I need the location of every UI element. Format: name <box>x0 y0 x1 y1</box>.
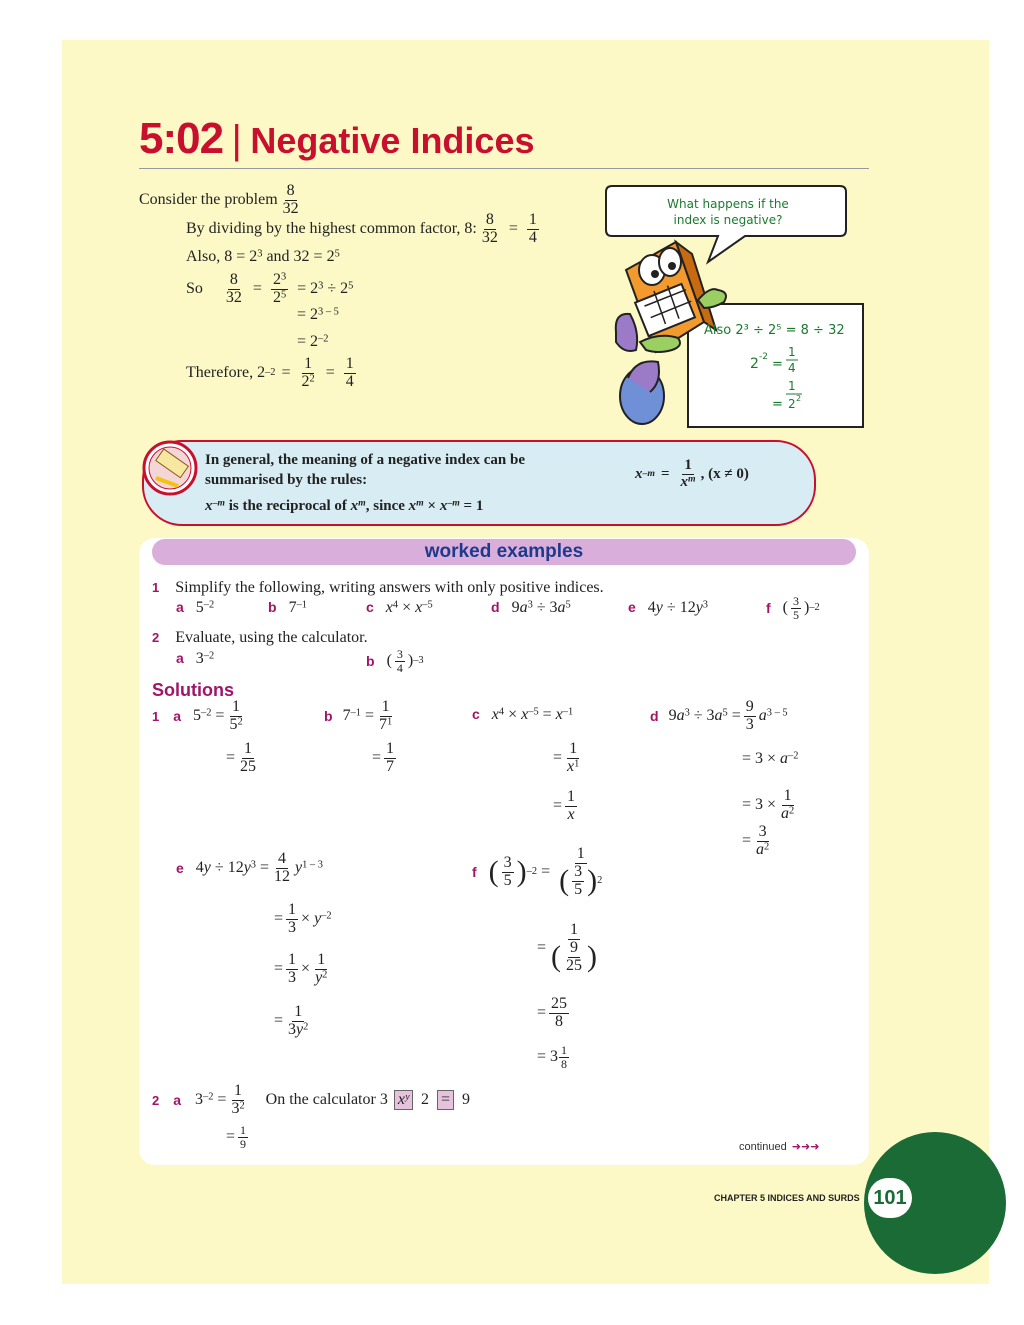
rule-formula: x –m = $\frac{1}{x^m}$ , (x ≠ 0) <box>635 457 749 490</box>
part-a: a $5^{-2}$ <box>176 599 215 616</box>
svg-text:4: 4 <box>788 361 796 375</box>
part-a: a $3^{-2}$ <box>176 650 215 667</box>
fraction: $\frac{1}{4}$ <box>528 211 537 246</box>
continued-note: continued ➜➜➜ <box>739 1141 820 1153</box>
svg-text:2: 2 <box>796 394 802 403</box>
part-e: e $4y \div 12y^3$ <box>628 599 708 616</box>
svg-text:=: = <box>772 357 783 372</box>
solution-1b-step: = $\frac{1}{7}$ <box>372 740 395 775</box>
intro-step3: = $2^{-2}$ <box>297 333 329 350</box>
part-d: d $9a^3 \div 3a^5$ <box>491 599 571 616</box>
worked-examples-banner: worked examples <box>152 539 856 565</box>
calculator-power-key: xʸ <box>394 1090 413 1110</box>
page-number: 101 <box>868 1178 912 1218</box>
section-number: 5:02 <box>139 114 224 163</box>
ruler-pencil-icon <box>140 438 200 498</box>
svg-text:2: 2 <box>788 397 796 411</box>
solution-1c-step2: = $\frac{1}{x}$ <box>553 788 576 823</box>
fraction: $\frac{2^3}{2^5}$ <box>272 271 287 306</box>
svg-text:-2: -2 <box>759 352 768 362</box>
continued-arrows-icon: ➜➜➜ <box>791 1141 820 1153</box>
solution-1d-step3: = $\frac{3}{a^2}$ <box>742 823 770 858</box>
solution-2a-step: = $\frac{1}{9}$ <box>226 1123 247 1151</box>
svg-text:1: 1 <box>788 345 796 359</box>
rule-text <box>205 450 525 516</box>
section-header <box>139 114 535 164</box>
fraction: $\frac{8}{32}$ <box>282 182 299 217</box>
page-title: Negative Indices <box>250 120 535 161</box>
solution-1f-step1: = 1 ( $\frac{9}{25}$ ) <box>537 921 598 974</box>
part-c: c $x^4 \times x^{-5}$ <box>366 599 433 616</box>
rule-line-2: summarised by the rules: <box>205 472 368 488</box>
intro-therefore: Therefore, 2 –2 = $\frac{1}{2^2}$ = $\frac{1}{4}$ <box>186 355 354 390</box>
speech-line-2: index is negative? <box>673 213 783 227</box>
calculator-equals-key: = <box>437 1090 454 1110</box>
question-1: 1 Simplify the following, writing answers with only positive indices. <box>152 579 604 596</box>
solution-1c-step1: = $\frac{1}{x^1}$ <box>553 740 580 775</box>
solution-1f-step2: = $\frac{25}{8}$ <box>537 995 568 1030</box>
part-f: f ( $\frac{3}{5}$ ) –2 <box>766 594 820 622</box>
speech-line-1: What happens if the <box>667 197 789 211</box>
calculator-cartoon <box>600 182 865 432</box>
fraction: $\frac{8}{32}$ <box>481 211 498 246</box>
question-2: 2 Evaluate, using the calculator. <box>152 629 368 646</box>
question-1-parts <box>176 594 856 623</box>
rule-line-3: $x^{-m}$ is the reciprocal of $x^m$, since $x^m \times x^{-m} = 1$ <box>205 497 484 514</box>
intro-also: Also, $8 = 2^3$ and $32 = 2^5$ <box>186 248 340 265</box>
solution-1c: c $x^4 \times x^{-5} = x^{-1}$ <box>472 706 574 723</box>
part-b: b $7^{-1}$ <box>268 599 307 616</box>
rule-line-1: In general, the meaning of a negative index can be <box>205 452 525 468</box>
board-line-1: Also 2³ ÷ 2⁵ = 8 ÷ 32 <box>704 323 845 338</box>
solution-1d-step2: = 3 × $\frac{1}{a^2}$ <box>742 787 795 822</box>
fraction: $\frac{1}{2^2}$ <box>301 355 315 390</box>
fraction: $\frac{1}{x^m}$ <box>680 457 696 490</box>
header-rule <box>139 168 869 169</box>
svg-text:1: 1 <box>788 379 796 393</box>
solution-1e-step2: = $\frac{1}{3}$ × $\frac{1}{y^2}$ <box>274 951 328 986</box>
solution-1b: b $7^{-1}$ = $\frac{1}{7^1}$ <box>324 698 393 733</box>
solution-1d-step1: = $3 \times a^{-2}$ <box>742 750 799 767</box>
intro-dividing: By dividing by the highest common factor, 8: $\frac{8}{32}$ = $\frac{1}{4}$ <box>186 211 537 246</box>
svg-text:=: = <box>772 397 783 412</box>
question-2-parts <box>176 648 576 676</box>
fraction: $\frac{8}{32}$ <box>225 271 242 306</box>
intro-step2: = $2^{3 - 5}$ <box>297 306 339 323</box>
solution-1f: f ( $\frac{3}{5}$ ) –2 = 1 ( $\frac{3}{5}$ ) 2 <box>472 845 603 898</box>
intro-consider: Consider the problem $\frac{8}{32}$ <box>139 182 299 217</box>
solution-1e-step1: = $\frac{1}{3}$ × $y^{-2}$ <box>274 901 332 936</box>
solution-1a-step: = $\frac{1}{25}$ <box>226 740 257 775</box>
solution-1e: e $4y \div 12y^3$ = $\frac{4}{12}$ $y^{1 - 3}$ <box>176 850 323 885</box>
part-b: b ( $\frac{3}{4}$ ) –3 <box>366 647 424 675</box>
fraction: $\frac{1}{4}$ <box>345 355 354 390</box>
solutions-heading: Solutions <box>152 680 234 700</box>
solution-1a: 1 a $5^{-2}$ = $\frac{1}{5^2}$ <box>152 698 243 733</box>
footer-chapter: CHAPTER 5 INDICES AND SURDS <box>714 1193 860 1203</box>
svg-text:2: 2 <box>750 356 759 372</box>
solution-2a: 2 a $3^{-2}$ = $\frac{1}{3^2}$ On the calculator 3 xʸ 2 = 9 <box>152 1082 471 1117</box>
intro-so: So $\frac{8}{32}$ = $\frac{2^3}{2^5}$ = $2^3 \div 2^5$ <box>186 271 354 306</box>
solution-1f-step3: = 3 $\frac{1}{8}$ <box>537 1043 568 1071</box>
solution-1d: d $9a^3 \div 3a^5$ = $\frac{9}{3}$ $a^{3 - 5}$ <box>650 698 788 733</box>
solution-1e-step3: = $\frac{1}{3y^2}$ <box>274 1003 309 1038</box>
title-divider: | <box>231 118 242 162</box>
